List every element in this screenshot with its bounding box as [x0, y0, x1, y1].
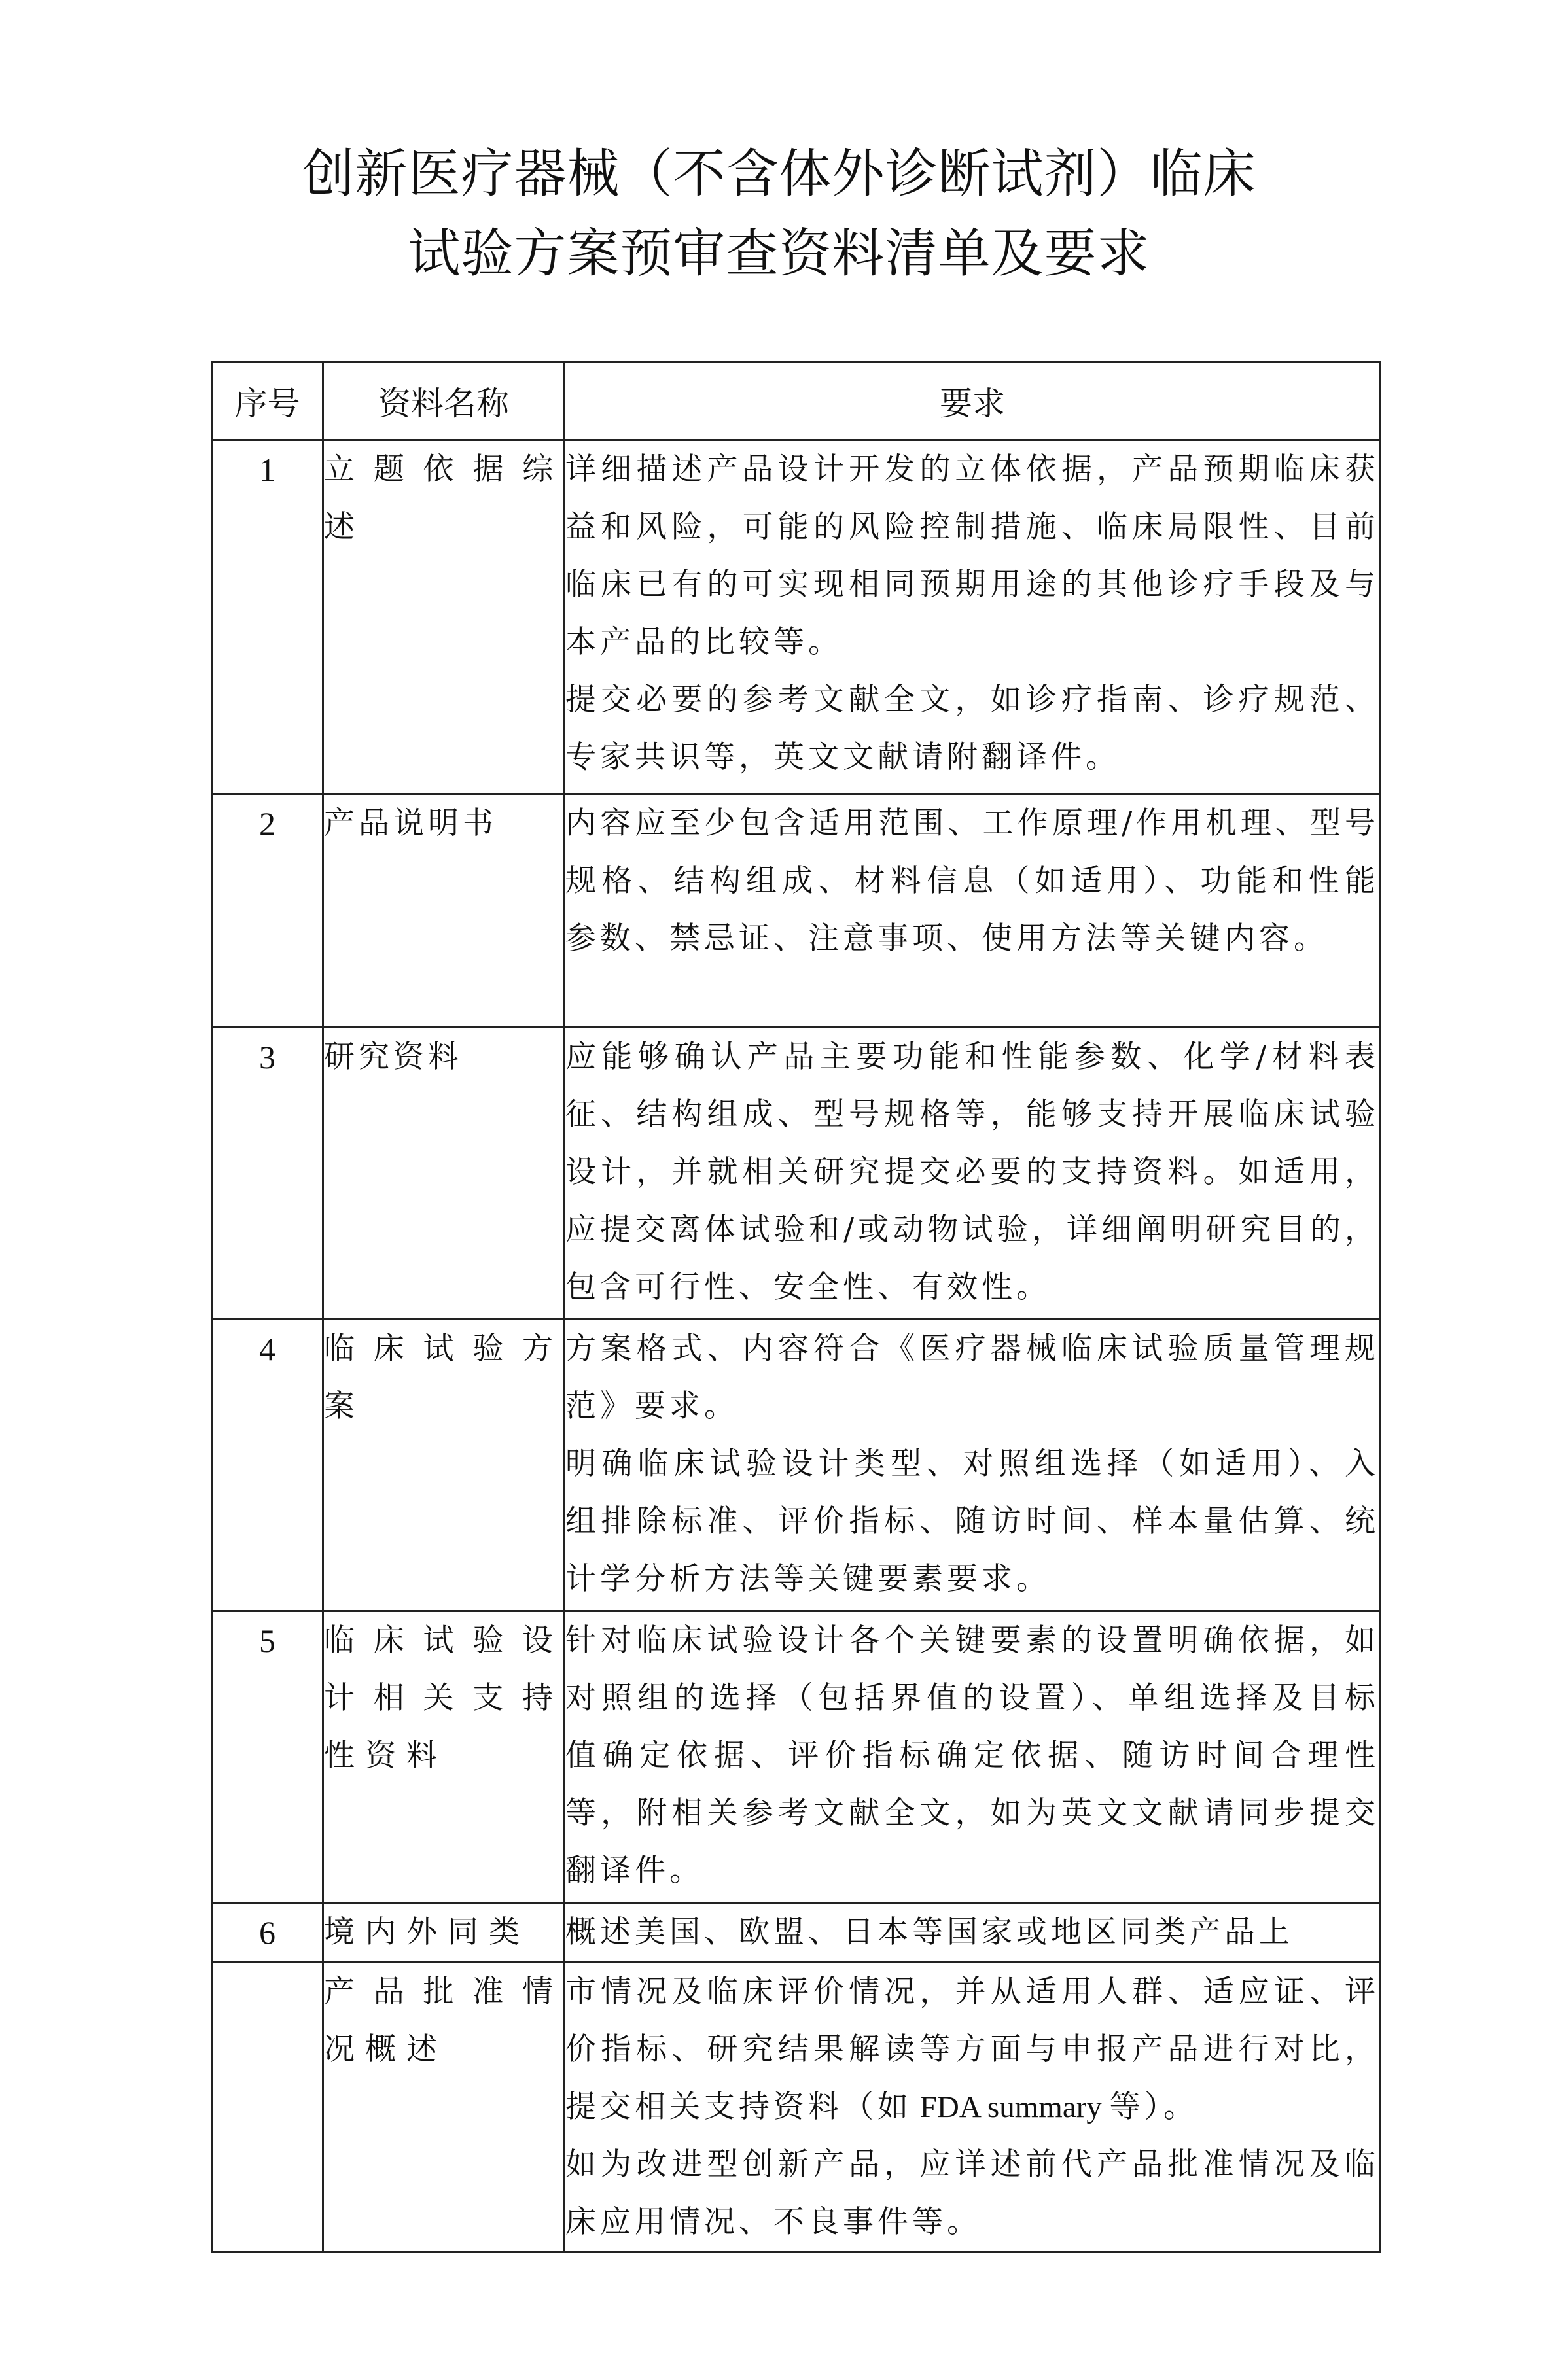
header-no: 序号 [212, 362, 323, 440]
row-number: 3 [212, 1028, 323, 1320]
requirement-text [565, 1028, 1381, 1320]
requirement-paragraph: 针对临床试验设计各个关键要素的设置明确依据，如对照组的选择（包括界值的设置）、单组选择及目标值确定依据、评价指标确定依据、随访时间合理性等，附相关参考文献全文，如为英文文献请同步提交翻译件。 [565, 1622, 1379, 1889]
title-line-2: 试验方案预审查资料清单及要求 [408, 223, 1150, 284]
table-row [212, 440, 1381, 794]
requirement-text-part2 [565, 1963, 1381, 2252]
material-name-part1: 境内外同类 [323, 1903, 565, 1963]
table-row [212, 1320, 1381, 1611]
requirement-fragment: 市情况及临床评价情况，并从适用人群、适应证、评价指标、研究结果解读等方面与申报产品进行对比，提交相关支持资料（如 [565, 1974, 1379, 2125]
material-name: 研究资料 [323, 1028, 565, 1320]
requirement-text [565, 794, 1381, 1028]
requirement-latin-fragment: FDA summary [912, 2090, 1110, 2124]
requirement-paragraph [565, 1963, 1379, 2136]
requirement-paragraph: 详细描述产品设计开发的立体依据，产品预期临床获益和风险，可能的风险控制措施、临床局限性、目前临床已有的可实现相同预期用途的其他诊疗手段及与本产品的比较等。 [565, 451, 1379, 660]
document-title [0, 134, 1558, 294]
row-number: 5 [212, 1611, 323, 1903]
table-row [212, 1903, 1381, 1963]
header-name: 资料名称 [323, 362, 565, 440]
table-row [212, 794, 1381, 1028]
requirement-text [565, 1320, 1381, 1611]
requirement-paragraph: 应能够确认产品主要功能和性能参数、化学/材料表征、结构组成、型号规格等，能够支持开展临床试验设计，并就相关研究提交必要的支持资料。如适用，应提交离体试验和/或动物试验，详细阐明研究目的，包含可行性、安全性、有效性。 [565, 1039, 1379, 1305]
row-number: 2 [212, 794, 323, 1028]
material-name: 临床试验方案 [323, 1320, 565, 1611]
requirement-paragraph: 明确临床试验设计类型、对照组选择（如适用）、入组排除标准、评价指标、随访时间、样本量估算、统计学分析方法等关键要素要求。 [565, 1446, 1379, 1597]
requirement-paragraph: 内容应至少包含适用范围、工作原理/作用机理、型号规格、结构组成、材料信息（如适用）、功能和性能参数、禁忌证、注意事项、使用方法等关键内容。 [565, 805, 1379, 956]
material-name-part2: 产品批准情况概述 [323, 1963, 565, 2252]
table-row [212, 1028, 1381, 1320]
row-number: 1 [212, 440, 323, 794]
table-row-continued [212, 1963, 1381, 2252]
title-line-1: 创新医疗器械（不含体外诊断试剂）临床 [302, 143, 1256, 204]
requirement-fragment: 等）。 [1109, 2089, 1199, 2125]
requirement-paragraph: 提交必要的参考文献全文，如诊疗指南、诊疗规范、专家共识等，英文文献请附翻译件。 [565, 682, 1379, 775]
material-name: 立题依据综述 [323, 440, 565, 794]
table-row [212, 1611, 1381, 1903]
material-name: 临床试验设计相关支持性资料 [323, 1611, 565, 1903]
table-header-row [212, 362, 1381, 440]
requirements-table [211, 361, 1381, 2253]
header-requirements: 要求 [565, 362, 1381, 440]
material-name: 产品说明书 [323, 794, 565, 1028]
requirement-text [565, 1611, 1381, 1903]
requirement-paragraph: 如为改进型创新产品，应详述前代产品批准情况及临床应用情况、不良事件等。 [565, 2146, 1379, 2240]
row-number: 4 [212, 1320, 323, 1611]
requirement-paragraph: 方案格式、内容符合《医疗器械临床试验质量管理规范》要求。 [565, 1331, 1379, 1424]
requirement-text [565, 440, 1381, 794]
requirement-text-part1: 概述美国、欧盟、日本等国家或地区同类产品上 [565, 1903, 1381, 1963]
row-number-empty [212, 1963, 323, 2252]
row-number: 6 [212, 1903, 323, 1963]
